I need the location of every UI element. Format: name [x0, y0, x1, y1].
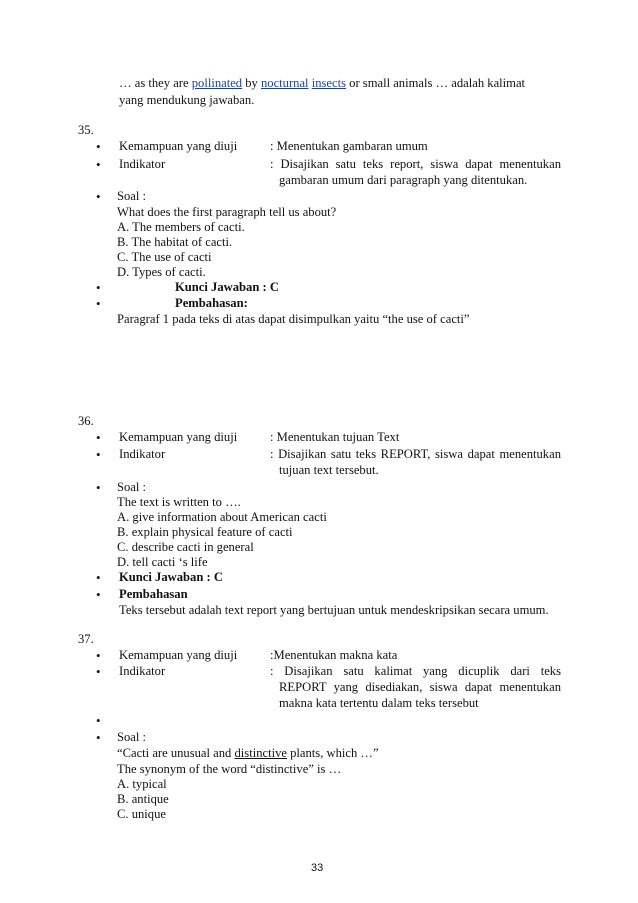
bullet: •	[96, 157, 101, 172]
q35-kemampuan-value: : Menentukan gambaran umum	[270, 139, 428, 153]
q35-option-a: A. The members of cacti.	[117, 220, 245, 234]
q35-indikator-line-2: gambaran umum dari paragraph yang ditentukan.	[279, 173, 528, 187]
q36-kemampuan-label: Kemampuan yang diuji	[119, 430, 238, 444]
q36-number: 36.	[78, 414, 94, 428]
q37-number: 37.	[78, 632, 94, 646]
intro-line-1: … as they are pollinated by nocturnal insects or small animals … adalah kalimat	[119, 76, 526, 90]
bullet: •	[96, 664, 101, 679]
bullet: •	[96, 730, 101, 745]
q36-kemampuan-value: : Menentukan tujuan Text	[270, 430, 400, 444]
q37-indikator-label: Indikator	[119, 664, 166, 678]
bullet: •	[96, 280, 101, 295]
q35-kemampuan-label: Kemampuan yang diuji	[119, 139, 238, 153]
q35-pembahasan-label: Pembahasan:	[175, 296, 248, 310]
page-number: 33	[311, 862, 324, 874]
q37-indikator-line-3: makna kata tertentu dalam teks tersebut	[279, 696, 479, 710]
q37-option-c: C. unique	[117, 807, 166, 821]
q37-option-b: B. antique	[117, 792, 169, 806]
q36-kunci-jawaban: Kunci Jawaban : C	[119, 570, 223, 584]
bullet: •	[96, 713, 101, 728]
q37-kemampuan-value: :Menentukan makna kata	[270, 648, 398, 662]
q35-soal-label: Soal :	[117, 189, 147, 203]
bullet: •	[96, 587, 101, 602]
bullet: •	[96, 480, 101, 495]
q36-indikator-label: Indikator	[119, 447, 166, 461]
q36-explanation: Teks tersebut adalah text report yang bertujuan untuk mendeskripsikan secara umum.	[119, 603, 549, 617]
intro-line-2: yang mendukung jawaban.	[119, 93, 255, 107]
pollinated-link[interactable]: pollinated	[191, 76, 243, 90]
q35-option-b: B. The habitat of cacti.	[117, 235, 233, 249]
q36-option-a: A. give information about American cacti	[117, 510, 327, 524]
q35-question: What does the first paragraph tell us about?	[117, 205, 337, 219]
q37-soal-label: Soal :	[117, 730, 147, 744]
q35-number: 35.	[78, 123, 94, 137]
q37-kemampuan-label: Kemampuan yang diuji	[119, 648, 238, 662]
q37-quote: “Cacti are unusual and distinctive plants, which …”	[117, 746, 379, 760]
q35-indikator-label: Indikator	[119, 157, 166, 171]
distinctive-word: distinctive	[234, 746, 287, 760]
q36-soal-label: Soal :	[117, 480, 147, 494]
bullet: •	[96, 430, 101, 445]
insects-link[interactable]: insects	[311, 76, 346, 90]
q35-option-d: D. Types of cacti.	[117, 265, 206, 279]
q36-option-c: C. describe cacti in general	[117, 540, 254, 554]
q36-question: The text is written to ….	[117, 495, 241, 509]
q35-indikator-line-1: : Disajikan satu teks report, siswa dapat menentukan	[270, 157, 561, 171]
q35-explanation: Paragraf 1 pada teks di atas dapat disimpulkan yaitu “the use of cacti”	[117, 312, 470, 326]
q37-question: The synonym of the word “distinctive” is …	[117, 762, 342, 776]
bullet: •	[96, 296, 101, 311]
q36-indikator-line-1: : Disajikan satu teks REPORT, siswa dapat menentukan	[270, 447, 561, 461]
q37-option-a: A. typical	[117, 777, 167, 791]
q36-option-d: D. tell cacti ‘s life	[117, 555, 208, 569]
nocturnal-link[interactable]: nocturnal	[261, 76, 309, 90]
q36-option-b: B. explain physical feature of cacti	[117, 525, 293, 539]
bullet: •	[96, 570, 101, 585]
q35-option-c: C. The use of cacti	[117, 250, 212, 264]
bullet: •	[96, 139, 101, 154]
bullet: •	[96, 648, 101, 663]
q35-kunci-jawaban: Kunci Jawaban : C	[175, 280, 279, 294]
bullet: •	[96, 447, 101, 462]
bullet: •	[96, 189, 101, 204]
q36-indikator-line-2: tujuan text tersebut.	[279, 463, 379, 477]
q36-pembahasan-label: Pembahasan	[119, 587, 188, 601]
q37-indikator-line-1: : Disajikan satu kalimat yang dicuplik dari teks	[270, 664, 561, 678]
q37-indikator-line-2: REPORT yang disediakan, siswa dapat menentukan	[279, 680, 561, 694]
